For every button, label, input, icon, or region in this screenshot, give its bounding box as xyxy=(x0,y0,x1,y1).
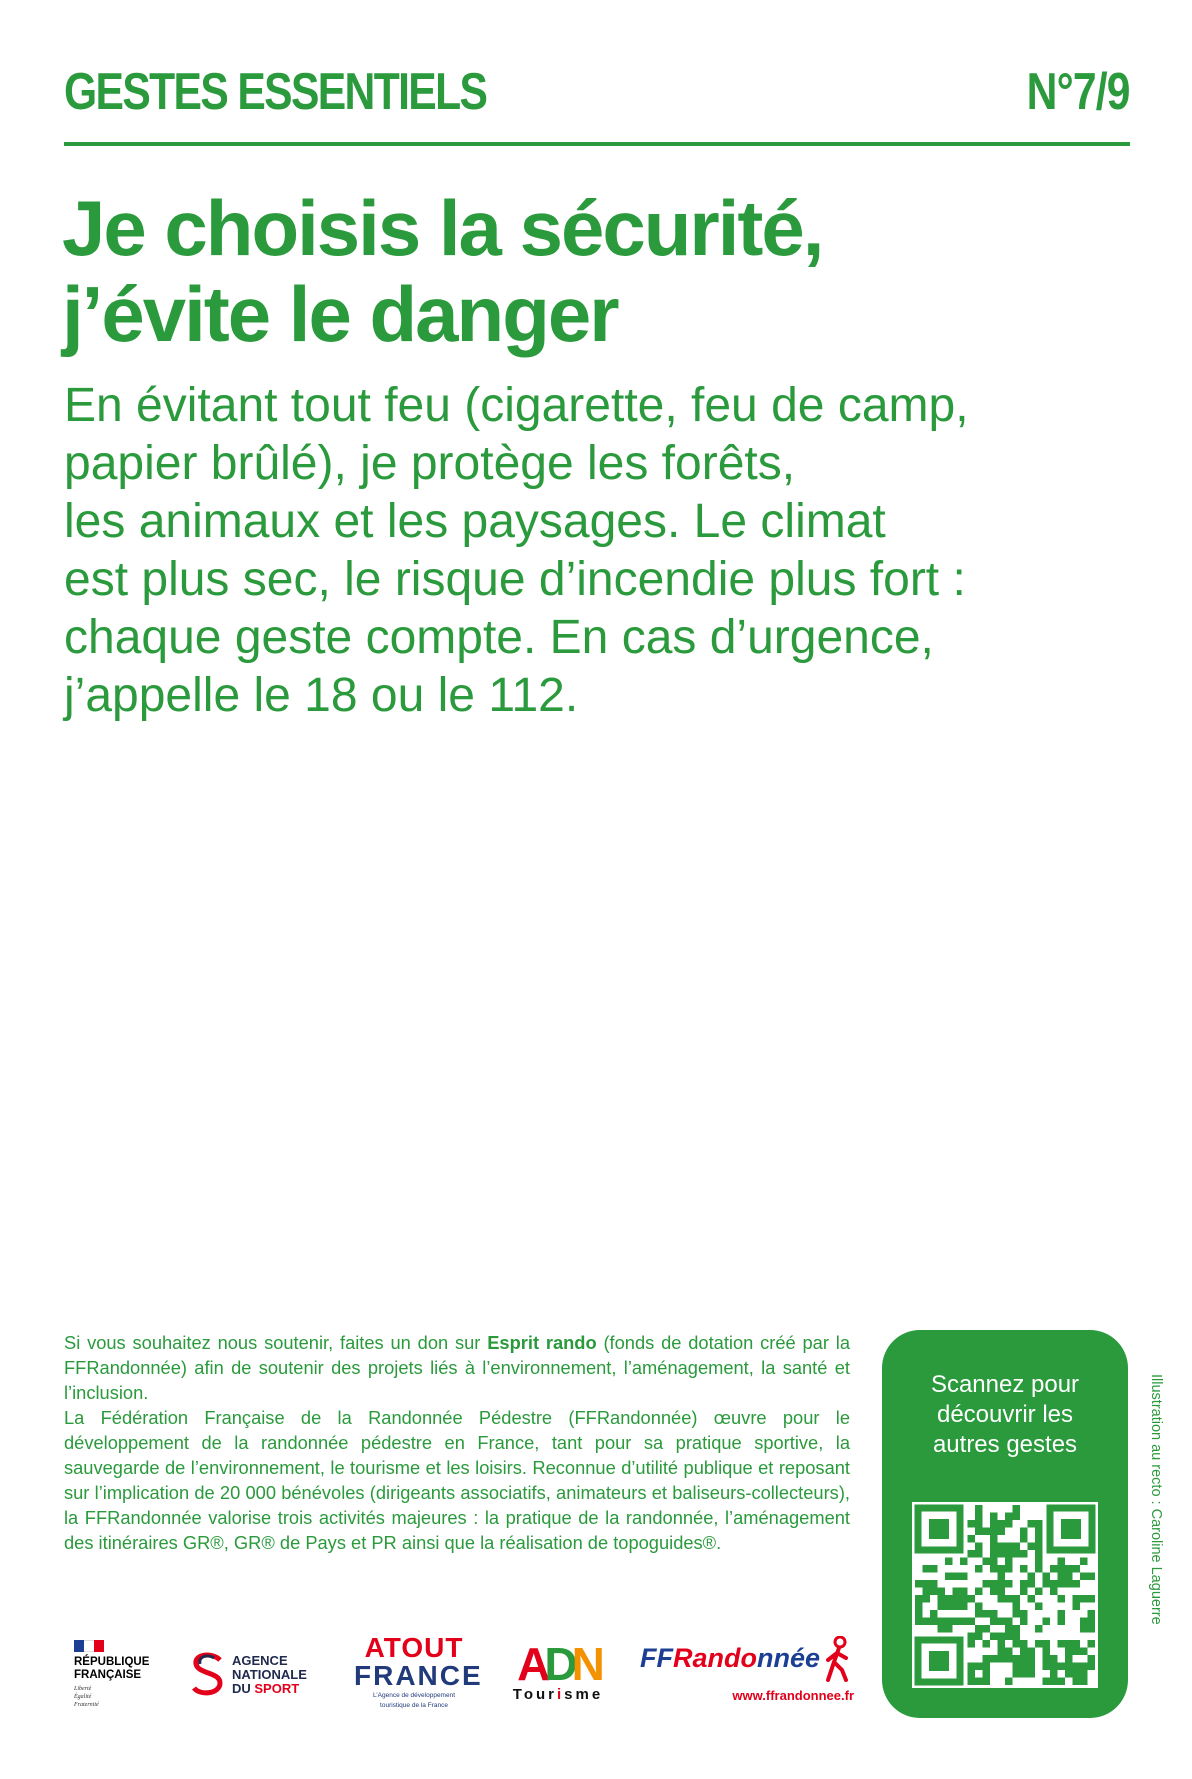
qr-code-graphic xyxy=(912,1502,1098,1688)
ffr-nnee: nnée xyxy=(757,1643,821,1673)
qr-module xyxy=(998,1655,1006,1663)
qr-module xyxy=(1013,1505,1021,1513)
qr-module xyxy=(938,1618,946,1626)
qr-module xyxy=(960,1595,968,1603)
qr-module xyxy=(968,1670,976,1678)
rf-motto xyxy=(74,1685,164,1709)
message-line: est plus sec, le risque d’incendie plus fort : xyxy=(64,553,966,606)
series-label: GESTES ESSENTIELS xyxy=(64,63,487,121)
rf-name-line-2: FRANÇAISE xyxy=(74,1669,142,1681)
qr-module xyxy=(938,1595,946,1603)
qr-module xyxy=(968,1595,976,1603)
qr-panel xyxy=(882,1330,1128,1718)
qr-module xyxy=(1050,1588,1058,1596)
qr-module xyxy=(1005,1678,1013,1686)
qr-module xyxy=(1080,1670,1088,1678)
qr-module xyxy=(1043,1678,1051,1686)
qr-module xyxy=(953,1573,961,1581)
qr-module xyxy=(1065,1573,1073,1581)
qr-module xyxy=(938,1625,946,1633)
qr-module xyxy=(960,1588,968,1596)
ans-text xyxy=(232,1654,307,1696)
message-line: papier brûlé), je protège les forêts, xyxy=(64,437,796,490)
donation-paragraph xyxy=(64,1330,850,1405)
qr-module xyxy=(1043,1663,1051,1671)
qr-module xyxy=(960,1618,968,1626)
qr-module xyxy=(1013,1640,1021,1648)
motto-line: Égalité xyxy=(74,1694,92,1700)
qr-module xyxy=(968,1535,976,1543)
qr-module xyxy=(1073,1670,1081,1678)
qr-module xyxy=(1043,1640,1051,1648)
qr-module xyxy=(983,1678,991,1686)
atout-france-logo xyxy=(354,1632,483,1710)
qr-module xyxy=(990,1535,998,1543)
qr-module xyxy=(975,1610,983,1618)
message-line: chaque geste compte. En cas d’urgence, xyxy=(64,611,934,664)
qr-module xyxy=(1088,1655,1096,1663)
qr-module xyxy=(1058,1565,1066,1573)
qr-module xyxy=(1088,1610,1096,1618)
qr-module xyxy=(1013,1513,1021,1521)
header xyxy=(64,62,1130,122)
qr-module xyxy=(960,1603,968,1611)
qr-module xyxy=(1058,1558,1066,1566)
qr-module xyxy=(1020,1648,1028,1656)
ans-s-icon xyxy=(190,1652,226,1696)
adn-tourisme-logo xyxy=(508,1638,608,1704)
ffr-ff: FF xyxy=(640,1643,673,1673)
qr-module xyxy=(1020,1663,1028,1671)
qr-module xyxy=(1035,1520,1043,1528)
qr-module xyxy=(990,1633,998,1641)
qr-module xyxy=(975,1633,983,1641)
qr-module xyxy=(953,1595,961,1603)
qr-module xyxy=(915,1603,923,1611)
qr-module xyxy=(1020,1640,1028,1648)
message-line: les animaux et les paysages. Le climat xyxy=(64,495,886,548)
qr-module xyxy=(1005,1550,1013,1558)
qr-module xyxy=(975,1505,983,1513)
qr-module xyxy=(975,1603,983,1611)
qr-module xyxy=(990,1550,998,1558)
qr-module xyxy=(1035,1528,1043,1536)
qr-module xyxy=(1043,1618,1051,1626)
qr-module xyxy=(1080,1618,1088,1626)
qr-module xyxy=(998,1520,1006,1528)
qr-module xyxy=(1050,1655,1058,1663)
qr-module xyxy=(1065,1640,1073,1648)
adn-letters xyxy=(508,1638,608,1690)
qr-module xyxy=(983,1663,991,1671)
qr-module xyxy=(945,1618,953,1626)
qr-module xyxy=(998,1618,1006,1626)
atout-word: ATOUT xyxy=(364,1632,464,1663)
qr-module xyxy=(945,1603,953,1611)
ffr-rando: Rando xyxy=(673,1643,757,1673)
qr-module xyxy=(1050,1663,1058,1671)
qr-module xyxy=(998,1528,1006,1536)
france-word: FRANCE xyxy=(354,1660,483,1691)
qr-module xyxy=(983,1655,991,1663)
qr-module xyxy=(1020,1550,1028,1558)
qr-module xyxy=(1065,1580,1073,1588)
adn-letter: N xyxy=(571,1638,599,1690)
message-line: j’appelle le 18 ou le 112. xyxy=(64,669,579,722)
qr-code-icon[interactable] xyxy=(912,1502,1098,1688)
message-line: En évitant tout feu (cigarette, feu de camp, xyxy=(64,379,969,432)
qr-module xyxy=(915,1580,923,1588)
qr-module xyxy=(1058,1580,1066,1588)
ffr-url-link[interactable]: www.ffrandonnee.fr xyxy=(732,1688,854,1703)
qr-module xyxy=(1013,1550,1021,1558)
qr-module xyxy=(1043,1580,1051,1588)
ffrandonnee-logo xyxy=(640,1642,854,1703)
qr-module xyxy=(975,1588,983,1596)
title-line-2: j’évite le danger xyxy=(62,270,618,358)
qr-module xyxy=(1080,1573,1088,1581)
qr-module xyxy=(1013,1655,1021,1663)
adn-sub: Tour xyxy=(512,1686,557,1703)
qr-module xyxy=(990,1655,998,1663)
qr-module xyxy=(990,1610,998,1618)
qr-module xyxy=(1050,1678,1058,1686)
qr-module xyxy=(998,1565,1006,1573)
qr-module xyxy=(1073,1603,1081,1611)
partner-logos xyxy=(64,1628,854,1728)
title-line-1: Je choisis la sécurité, xyxy=(62,184,823,272)
qr-module xyxy=(1013,1633,1021,1641)
qr-module xyxy=(1020,1535,1028,1543)
qr-module xyxy=(1058,1573,1066,1581)
qr-module xyxy=(1080,1648,1088,1656)
qr-module xyxy=(1020,1610,1028,1618)
ans-line: NATIONALE xyxy=(232,1667,307,1682)
qr-module xyxy=(1065,1670,1073,1678)
qr-module xyxy=(1035,1588,1043,1596)
qr-module xyxy=(990,1565,998,1573)
qr-module xyxy=(938,1603,946,1611)
atout-tagline: touristique de la France xyxy=(380,1702,448,1709)
qr-module xyxy=(990,1558,998,1566)
adn-sub-i: i xyxy=(557,1686,565,1703)
motto-line: Liberté xyxy=(74,1686,92,1692)
french-flag-icon xyxy=(74,1640,104,1652)
qr-module xyxy=(1058,1610,1066,1618)
qr-module xyxy=(930,1610,938,1618)
qr-module xyxy=(1088,1618,1096,1626)
qr-module xyxy=(1043,1573,1051,1581)
qr-module xyxy=(1035,1565,1043,1573)
qr-module xyxy=(1088,1640,1096,1648)
qr-module xyxy=(998,1648,1006,1656)
qr-module xyxy=(1005,1580,1013,1588)
qr-module xyxy=(1005,1520,1013,1528)
qr-module xyxy=(1088,1663,1096,1671)
qr-module xyxy=(1028,1670,1036,1678)
esprit-rando-link[interactable]: Esprit rando xyxy=(487,1332,597,1353)
qr-module xyxy=(968,1618,976,1626)
qr-module xyxy=(1050,1565,1058,1573)
qr-module xyxy=(1080,1663,1088,1671)
card-number: N°7/9 xyxy=(1026,63,1130,121)
qr-module xyxy=(968,1633,976,1641)
qr-module xyxy=(998,1573,1006,1581)
info-block xyxy=(64,1330,850,1555)
qr-module xyxy=(1065,1663,1073,1671)
qr-module xyxy=(1005,1595,1013,1603)
qr-module xyxy=(930,1565,938,1573)
qr-module xyxy=(1035,1625,1043,1633)
qr-module xyxy=(1088,1573,1096,1581)
qr-module xyxy=(990,1543,998,1551)
qr-module xyxy=(1028,1520,1036,1528)
header-divider xyxy=(64,142,1130,146)
qr-module xyxy=(1028,1595,1036,1603)
qr-module xyxy=(1073,1678,1081,1686)
atout-tagline: L’Agence de développement xyxy=(372,1692,456,1699)
qr-module xyxy=(975,1678,983,1686)
qr-module xyxy=(1028,1648,1036,1656)
qr-module xyxy=(975,1663,983,1671)
qr-module xyxy=(1035,1550,1043,1558)
qr-module xyxy=(1080,1595,1088,1603)
qr-module xyxy=(1058,1618,1066,1626)
qr-module xyxy=(1035,1543,1043,1551)
rf-name-line-1: RÉPUBLIQUE xyxy=(74,1656,150,1668)
qr-module xyxy=(960,1558,968,1566)
qr-module xyxy=(945,1595,953,1603)
qr-module xyxy=(953,1588,961,1596)
qr-module xyxy=(1058,1595,1066,1603)
qr-module xyxy=(983,1670,991,1678)
qr-module xyxy=(1088,1625,1096,1633)
qr-module xyxy=(998,1550,1006,1558)
qr-module xyxy=(1028,1573,1036,1581)
qr-module xyxy=(945,1573,953,1581)
qr-module xyxy=(923,1618,931,1626)
qr-module xyxy=(1013,1610,1021,1618)
qr-module xyxy=(1065,1565,1073,1573)
qr-module xyxy=(1050,1580,1058,1588)
ans-sport: SPORT xyxy=(254,1681,300,1696)
qr-module xyxy=(1058,1663,1066,1671)
qr-module xyxy=(1065,1648,1073,1656)
qr-module xyxy=(1080,1678,1088,1686)
qr-module xyxy=(990,1528,998,1536)
qr-module xyxy=(990,1618,998,1626)
qr-module xyxy=(998,1640,1006,1648)
qr-module xyxy=(1005,1558,1013,1566)
main-message xyxy=(64,377,1134,725)
qr-module xyxy=(1020,1588,1028,1596)
qr-module xyxy=(975,1543,983,1551)
qr-module xyxy=(923,1588,931,1596)
qr-module xyxy=(960,1573,968,1581)
qr-module xyxy=(990,1580,998,1588)
qr-module xyxy=(930,1580,938,1588)
qr-caption xyxy=(882,1370,1128,1460)
qr-module xyxy=(1005,1625,1013,1633)
qr-module xyxy=(998,1595,1006,1603)
qr-caption-line: Scannez pour xyxy=(930,1371,1080,1398)
qr-module xyxy=(1020,1565,1028,1573)
adn-letter: D xyxy=(544,1638,572,1690)
ans-line xyxy=(232,1682,307,1696)
qr-module xyxy=(1043,1648,1051,1656)
qr-module xyxy=(1020,1670,1028,1678)
qr-module xyxy=(998,1580,1006,1588)
ans-prefix: DU xyxy=(232,1681,255,1696)
qr-module xyxy=(983,1625,991,1633)
qr-module xyxy=(1020,1618,1028,1626)
qr-module xyxy=(1020,1580,1028,1588)
qr-module xyxy=(968,1663,976,1671)
adn-sub: sme xyxy=(564,1686,604,1703)
qr-module xyxy=(1065,1655,1073,1663)
qr-module xyxy=(1005,1543,1013,1551)
qr-module xyxy=(1013,1595,1021,1603)
qr-module xyxy=(1013,1663,1021,1671)
hiker-icon xyxy=(822,1636,852,1682)
qr-module xyxy=(983,1528,991,1536)
qr-module xyxy=(1005,1655,1013,1663)
qr-module xyxy=(923,1580,931,1588)
qr-module xyxy=(938,1588,946,1596)
qr-module xyxy=(975,1528,983,1536)
agence-nationale-sport-logo xyxy=(190,1652,330,1702)
qr-module xyxy=(983,1640,991,1648)
page-title xyxy=(62,185,1128,357)
qr-module xyxy=(1013,1625,1021,1633)
qr-caption-line: découvrir les xyxy=(936,1401,1074,1428)
qr-module xyxy=(1005,1513,1013,1521)
qr-caption-line: autres gestes xyxy=(932,1431,1078,1458)
qr-module xyxy=(915,1618,923,1626)
qr-module xyxy=(1035,1558,1043,1566)
qr-module xyxy=(968,1678,976,1686)
qr-module xyxy=(1020,1655,1028,1663)
qr-module xyxy=(990,1513,998,1521)
donation-text: Si vous souhaitez nous soutenir, faites un don sur xyxy=(64,1332,488,1353)
qr-module xyxy=(1013,1603,1021,1611)
qr-module xyxy=(930,1588,938,1596)
qr-module xyxy=(953,1603,961,1611)
qr-module xyxy=(975,1520,983,1528)
qr-module xyxy=(975,1550,983,1558)
qr-module xyxy=(1028,1655,1036,1663)
qr-module xyxy=(975,1565,983,1573)
qr-module xyxy=(1005,1633,1013,1641)
federation-paragraph: La Fédération Française de la Randonnée Pédestre (FFRandonnée) œuvre pour le développement de la randonnée pédestre en France, tant pour sa pratique sportive, la sauvegarde de l’environnement, le tourisme et les loisirs. Reconnue d’utilité publique et reposant sur l’implication de 20 000 bénévoles (dirigeants associatifs, animateurs et baliseurs-collecteurs), la FFRandonnée valorise trois activités majeures : la pratique de la randonnée, l’aménagement des itinéraires GR®, GR® de Pays et PR ainsi que la réalisation de topoguides®. xyxy=(64,1407,850,1553)
qr-module xyxy=(1005,1648,1013,1656)
qr-module xyxy=(945,1625,953,1633)
qr-module xyxy=(915,1610,923,1618)
qr-module xyxy=(1005,1618,1013,1626)
qr-module xyxy=(998,1633,1006,1641)
qr-module xyxy=(1080,1625,1088,1633)
qr-module xyxy=(968,1640,976,1648)
qr-module xyxy=(1013,1543,1021,1551)
donation-text-end: (fonds de dotation créé par la FFRandonnée) afin de soutenir des projets liés à l’environnement, l’aménagement, la santé et l’inclusion. xyxy=(64,1332,850,1403)
qr-module xyxy=(968,1550,976,1558)
qr-module xyxy=(1028,1580,1036,1588)
qr-module xyxy=(1080,1558,1088,1566)
qr-module xyxy=(983,1558,991,1566)
qr-module xyxy=(1050,1670,1058,1678)
qr-module xyxy=(1073,1640,1081,1648)
qr-module xyxy=(1005,1565,1013,1573)
qr-module xyxy=(1058,1678,1066,1686)
qr-module xyxy=(953,1618,961,1626)
motto-line: Fraternité xyxy=(74,1702,99,1708)
qr-module xyxy=(1073,1595,1081,1603)
qr-module xyxy=(1088,1595,1096,1603)
qr-module xyxy=(1035,1640,1043,1648)
qr-module xyxy=(930,1618,938,1626)
adn-letter: A xyxy=(517,1638,545,1690)
qr-module xyxy=(975,1625,983,1633)
qr-module xyxy=(990,1520,998,1528)
qr-module xyxy=(1035,1603,1043,1611)
qr-module xyxy=(968,1520,976,1528)
qr-module xyxy=(1043,1655,1051,1663)
qr-module xyxy=(998,1543,1006,1551)
qr-module xyxy=(1073,1648,1081,1656)
republique-francaise-logo xyxy=(74,1640,164,1709)
qr-module xyxy=(983,1610,991,1618)
qr-module xyxy=(915,1595,923,1603)
qr-module xyxy=(990,1588,998,1596)
qr-module xyxy=(1073,1565,1081,1573)
ans-line: AGENCE xyxy=(232,1653,288,1668)
adn-subtitle xyxy=(508,1686,608,1704)
qr-module xyxy=(983,1580,991,1588)
qr-module xyxy=(923,1595,931,1603)
qr-module xyxy=(923,1565,931,1573)
qr-module xyxy=(1020,1528,1028,1536)
qr-module xyxy=(1028,1663,1036,1671)
qr-module xyxy=(975,1513,983,1521)
qr-module xyxy=(1035,1535,1043,1543)
qr-module xyxy=(1013,1670,1021,1678)
qr-module xyxy=(1028,1543,1036,1551)
qr-module xyxy=(1073,1663,1081,1671)
qr-module xyxy=(1058,1640,1066,1648)
qr-module xyxy=(945,1558,953,1566)
illustration-credit: Illustration au recto : Caroline Laguerre xyxy=(1148,1374,1164,1625)
qr-module xyxy=(998,1588,1006,1596)
qr-module xyxy=(1073,1580,1081,1588)
